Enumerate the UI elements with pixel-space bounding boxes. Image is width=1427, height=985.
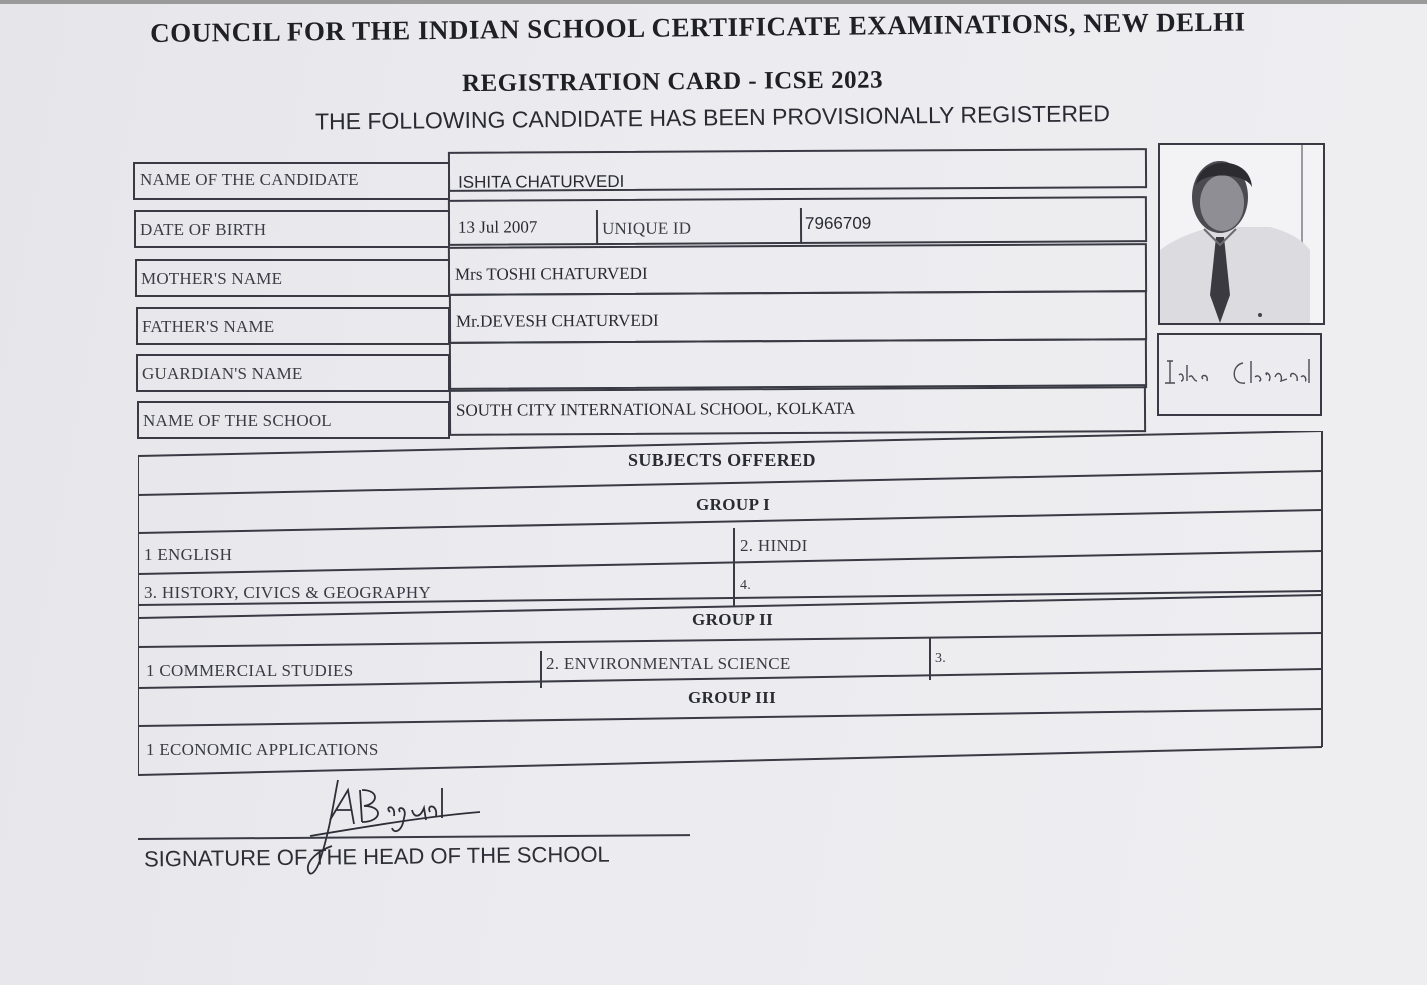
school-label: NAME OF THE SCHOOL (143, 411, 332, 430)
mother-label: MOTHER'S NAME (141, 269, 283, 288)
group2-subject-1: 1 COMMERCIAL STUDIES (146, 661, 354, 680)
uid-value: 7966709 (804, 213, 872, 233)
father-label: FATHER'S NAME (142, 317, 275, 336)
mother-value: Mrs TOSHI CHATURVEDI (454, 263, 648, 284)
card-title: REGISTRATION CARD - ICSE 2023 (461, 66, 884, 98)
photo-image (1160, 145, 1323, 323)
group2-subject-2: 2. ENVIRONMENTAL SCIENCE (546, 654, 791, 673)
head-signature-label: SIGNATURE OF THE HEAD OF THE SCHOOL (143, 841, 610, 872)
dob-label: DATE OF BIRTH (140, 220, 267, 239)
registration-notice: THE FOLLOWING CANDIDATE HAS BEEN PROVISIONALLY REGISTERED (314, 100, 1111, 135)
group3-label: GROUP III (688, 688, 777, 707)
group1-subject-2: 2. HINDI (740, 536, 808, 555)
uid-label: UNIQUE ID (601, 218, 692, 239)
school-value-cell (449, 384, 1146, 436)
mother-label-cell (135, 259, 450, 297)
name-label: NAME OF THE CANDIDATE (140, 170, 359, 189)
group1-subject-1: 1 ENGLISH (144, 545, 233, 564)
name-value: ISHITA CHATURVEDI (458, 171, 625, 192)
mother-value-cell (448, 243, 1147, 296)
father-value-cell (449, 290, 1147, 344)
group2-label: GROUP II (692, 610, 774, 629)
father-value: Mr.DEVESH CHATURVEDI (455, 310, 659, 331)
name-label-cell (133, 162, 450, 200)
subjects-table (138, 431, 1323, 776)
school-value: SOUTH CITY INTERNATIONAL SCHOOL, KOLKATA (455, 398, 856, 420)
group2-subject-3: 3. (935, 651, 947, 666)
candidate-photo (1158, 143, 1325, 325)
guardian-label: GUARDIAN'S NAME (142, 364, 303, 383)
guardian-label-cell (136, 354, 450, 392)
group1-subject-4: 4. (740, 578, 752, 593)
dob-label-cell (134, 210, 450, 248)
subjects-heading: SUBJECTS OFFERED (628, 450, 816, 470)
father-label-cell (136, 307, 450, 345)
name-value-cell (448, 148, 1147, 192)
candidate-signature (1159, 335, 1320, 414)
group1-label: GROUP I (696, 495, 771, 514)
council-title: COUNCIL FOR THE INDIAN SCHOOL CERTIFICATE EXAMINATIONS, NEW DELHI (150, 6, 1246, 48)
group3-subject-1: 1 ECONOMIC APPLICATIONS (146, 740, 379, 759)
group1-subject-3: 3. HISTORY, CIVICS & GEOGRAPHY (144, 583, 432, 602)
candidate-signature-box (1157, 333, 1322, 416)
dob-value: 13 Jul 2007 (457, 217, 538, 237)
dob-row-cell (448, 196, 1147, 246)
top-edge (0, 0, 1427, 4)
